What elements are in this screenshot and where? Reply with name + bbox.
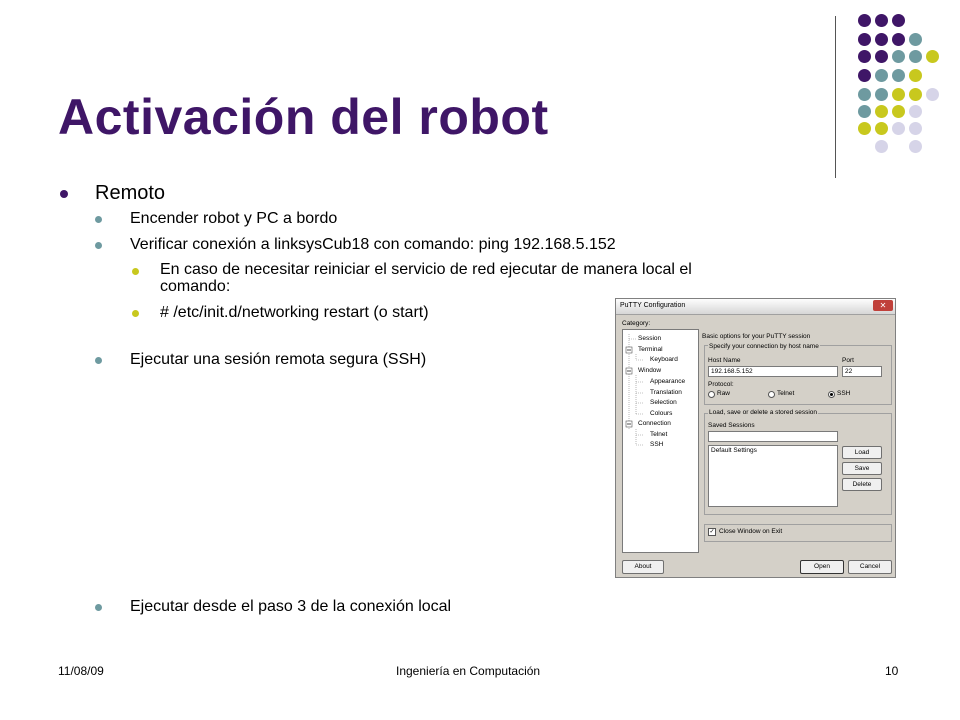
radio-ssh-label: SSH (837, 390, 851, 397)
session-item-default[interactable]: Default Settings (711, 447, 757, 454)
close-on-exit-checkbox[interactable]: ✓ (709, 529, 715, 535)
dot (926, 88, 939, 101)
radio-ssh[interactable] (828, 391, 835, 398)
tree-item-telnet[interactable]: Telnet (650, 431, 668, 438)
tree-item-translation[interactable]: Translation (650, 389, 682, 396)
footer-page-number: 10 (885, 664, 899, 678)
dot (909, 140, 922, 153)
dot (892, 88, 905, 101)
bullet-encaso-line1: En caso de necesitar reiniciar el servicio de red ejecutar de manera local el (160, 261, 692, 278)
dot (875, 14, 888, 27)
dot (892, 122, 905, 135)
dot (875, 122, 888, 135)
footer-center: Ingeniería en Computación (396, 664, 541, 678)
category-tree (622, 329, 699, 553)
putty-config-window (615, 298, 896, 578)
protocol-label: Protocol: (708, 381, 734, 388)
dot (892, 33, 905, 46)
radio-telnet-label: Telnet (777, 390, 795, 397)
bullet-encaso-line2: comando: (160, 278, 231, 295)
dot (875, 33, 888, 46)
bullet-marker (132, 268, 139, 275)
bullet-paso3: Ejecutar desde el paso 3 de la conexión local (130, 598, 452, 615)
radio-raw[interactable] (708, 391, 715, 398)
dot (909, 122, 922, 135)
dot (875, 88, 888, 101)
bullet-marker (95, 357, 102, 364)
radio-telnet[interactable] (768, 391, 775, 398)
basic-options-label: Basic options for your PuTTY session (702, 333, 811, 340)
decorative-dot-grid (852, 14, 952, 154)
slide-title: Activación del robot (58, 89, 549, 145)
bullet-marker (132, 310, 139, 317)
dot (858, 122, 871, 135)
dot (875, 105, 888, 118)
dot (926, 50, 939, 63)
dot (875, 50, 888, 63)
dot (909, 69, 922, 82)
tree-item-colours[interactable]: Colours (650, 410, 673, 417)
port-input[interactable]: 22 (842, 366, 882, 377)
dot (858, 69, 871, 82)
load-save-label: Load, save or delete a stored session (709, 409, 818, 416)
bullet-marker (95, 604, 102, 611)
sessions-list[interactable] (708, 445, 838, 507)
putty-titlebar (616, 299, 895, 315)
tree-item-appearance[interactable]: Appearance (650, 378, 686, 385)
radio-raw-label: Raw (717, 390, 731, 397)
load-button[interactable]: Load (842, 446, 882, 459)
bullet-marker (95, 216, 102, 223)
bullet-marker (95, 242, 102, 249)
specify-connection-label: Specify your connection by host name (709, 343, 819, 350)
tree-item-ssh[interactable]: SSH (650, 441, 664, 448)
port-label: Port (842, 357, 854, 364)
dot (892, 50, 905, 63)
decorative-divider-line (835, 16, 836, 178)
bullet-marker (60, 190, 68, 198)
tree-item-connection[interactable]: Connection (638, 420, 671, 427)
dot (858, 50, 871, 63)
dot (875, 69, 888, 82)
dot (858, 88, 871, 101)
dot (909, 33, 922, 46)
category-label: Category: (622, 320, 651, 327)
bullet-verificar: Verificar conexión a linksysCub18 con comando: ping 192.168.5.152 (130, 236, 616, 253)
dot (875, 140, 888, 153)
delete-button[interactable]: Delete (842, 478, 882, 491)
save-button[interactable]: Save (842, 462, 882, 475)
dot (892, 14, 905, 27)
dot (909, 105, 922, 118)
bullet-ssh: Ejecutar una sesión remota segura (SSH) (130, 351, 427, 368)
dot (858, 33, 871, 46)
tree-item-selection[interactable]: Selection (650, 399, 677, 406)
dot (892, 69, 905, 82)
host-name-label: Host Name (708, 357, 741, 364)
dot (858, 105, 871, 118)
saved-sessions-label: Saved Sessions (708, 422, 755, 429)
close-on-exit-label: Close Window on Exit (719, 528, 783, 535)
saved-sessions-input[interactable] (708, 431, 838, 442)
tree-item-keyboard[interactable]: Keyboard (650, 356, 678, 363)
close-icon[interactable]: ✕ (873, 300, 893, 311)
dot (909, 88, 922, 101)
dot (858, 14, 871, 27)
bullet-remoto: Remoto (95, 182, 166, 204)
about-button[interactable]: About (622, 560, 664, 574)
tree-item-terminal[interactable]: Terminal (638, 346, 663, 353)
bullet-restart: # /etc/init.d/networking restart (o start) (160, 304, 429, 321)
tree-item-window[interactable]: Window (638, 367, 662, 374)
host-name-input[interactable]: 192.168.5.152 (708, 366, 838, 377)
bullet-encender: Encender robot y PC a bordo (130, 210, 338, 227)
putty-title: PuTTY Configuration (620, 302, 686, 309)
cancel-button[interactable]: Cancel (848, 560, 892, 574)
dot (909, 50, 922, 63)
footer-date: 11/08/09 (58, 664, 104, 678)
tree-item-session[interactable]: Session (638, 335, 662, 342)
open-button[interactable]: Open (800, 560, 844, 574)
dot (892, 105, 905, 118)
